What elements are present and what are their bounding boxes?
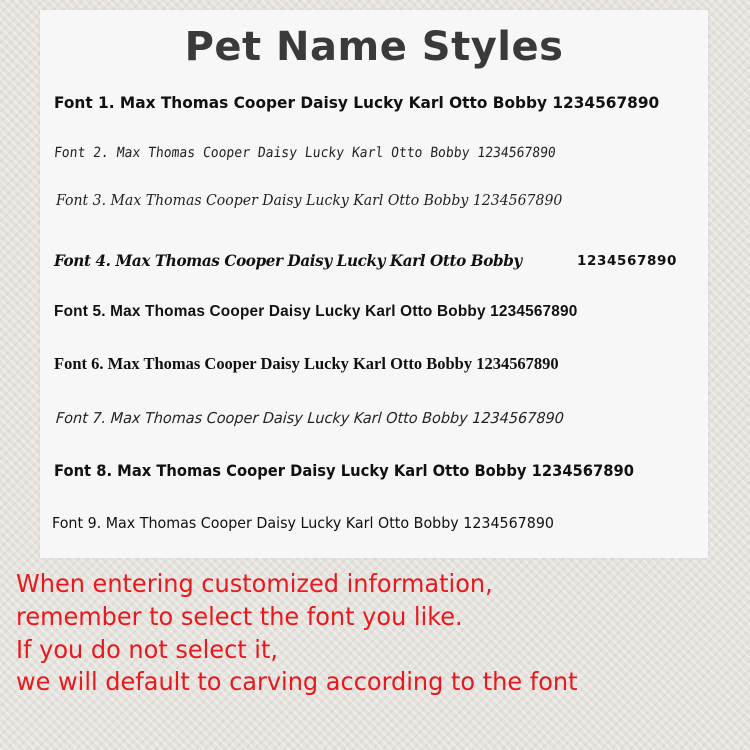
font-styles-card <box>40 10 708 558</box>
font-sample-6: Font 6. Max Thomas Cooper Daisy Lucky Karl Otto Bobby 1234567890 <box>54 354 559 373</box>
notice-line-2: remember to select the font you like. <box>16 602 463 631</box>
page-title: Pet Name Styles <box>184 24 564 70</box>
font-sample-9: Font 9. Max Thomas Cooper Daisy Lucky Karl Otto Bobby 1234567890 <box>52 514 554 532</box>
notice-line-1: When entering customized information, <box>16 569 493 598</box>
font-sample-5: Font 5. Max Thomas Cooper Daisy Lucky Karl Otto Bobby 1234567890 <box>54 303 578 320</box>
notice-line-3: If you do not select it, <box>16 635 279 664</box>
font-sample-4-numbers: 1234567890 <box>577 253 677 269</box>
font-sample-2: Font 2. Max Thomas Cooper Daisy Lucky Karl Otto Bobby 1234567890 <box>53 145 557 161</box>
font-sample-4: Font 4. Max Thomas Cooper Daisy Lucky Karl Otto Bobby <box>54 251 522 270</box>
font-sample-8: Font 8. Max Thomas Cooper Daisy Lucky Karl Otto Bobby 1234567890 <box>54 461 635 480</box>
font-sample-3: Font 3. Max Thomas Cooper Daisy Lucky Karl Otto Bobby 1234567890 <box>56 193 563 209</box>
font-sample-7: Font 7. Max Thomas Cooper Daisy Lucky Karl Otto Bobby 1234567890 <box>55 409 565 427</box>
notice-line-4: we will default to carving according to the font <box>16 667 578 696</box>
font-sample-1: Font 1. Max Thomas Cooper Daisy Lucky Karl Otto Bobby 1234567890 <box>54 93 660 112</box>
